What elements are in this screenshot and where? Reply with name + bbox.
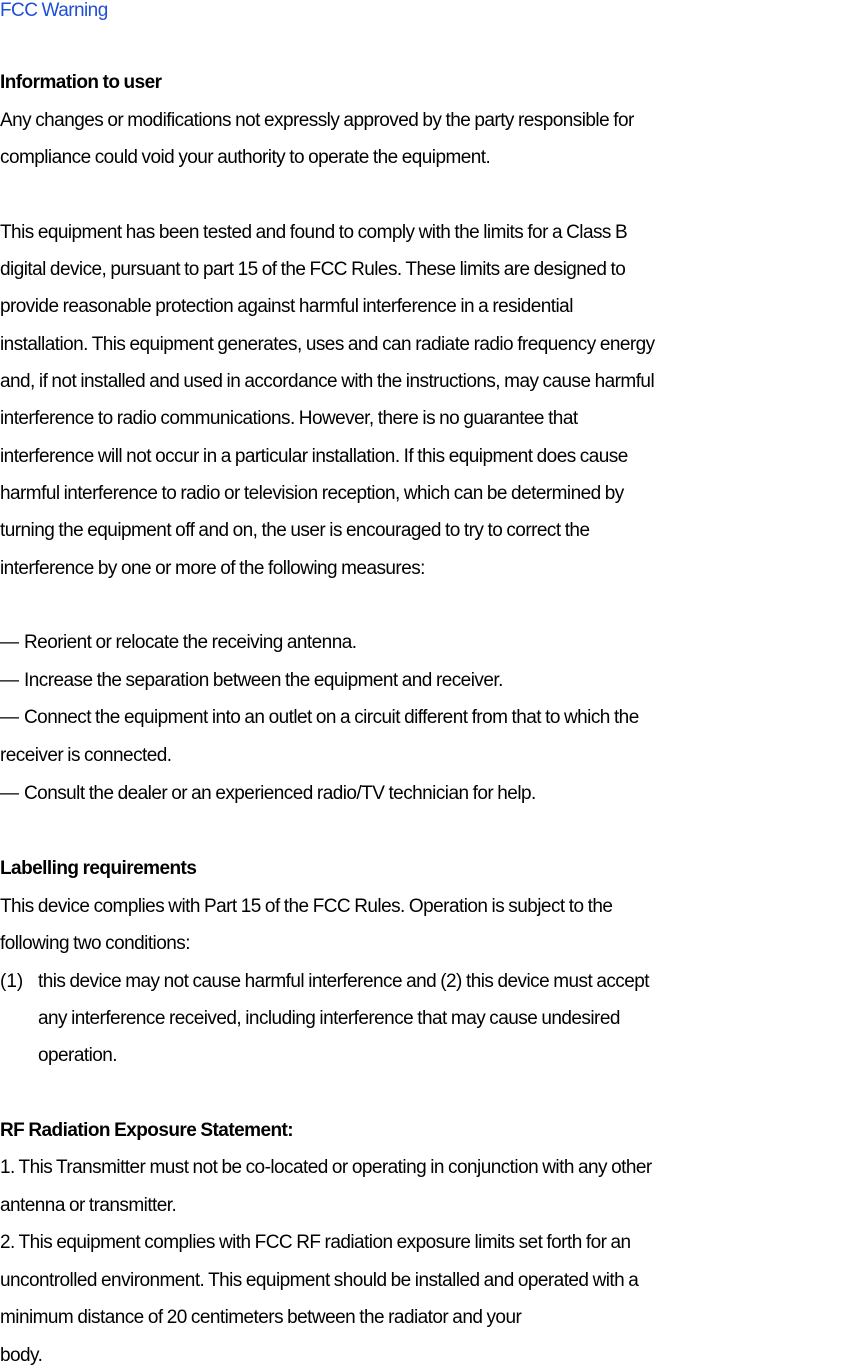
measure-continuation: receiver is connected. xyxy=(0,745,172,766)
rf-line: 2. This equipment complies with FCC RF radiation exposure limits set forth for an xyxy=(0,1232,631,1253)
labelling-heading: Labelling requirements xyxy=(0,858,197,879)
labelling-item-continuation: operation. xyxy=(38,1045,118,1066)
document-title: FCC Warning xyxy=(0,0,108,21)
dash-bullet: — xyxy=(0,632,19,653)
info-para2-line: digital device, pursuant to part 15 of the FCC Rules. These limits are designed to xyxy=(0,259,626,280)
info-para2-line: turning the equipment off and on, the user is encouraged to try to correct the xyxy=(0,520,590,541)
rf-line: antenna or transmitter. xyxy=(0,1195,177,1216)
info-para1-line: Any changes or modifications not expressly approved by the party responsible for xyxy=(0,110,634,131)
measure-item xyxy=(0,783,536,805)
info-para2-line: and, if not installed and used in accordance with the instructions, may cause harmful xyxy=(0,371,655,392)
list-number: (1) xyxy=(0,971,24,992)
rf-line: uncontrolled environment. This equipment should be installed and operated with a xyxy=(0,1270,639,1291)
info-para2-line: interference will not occur in a particular installation. If this equipment does cause xyxy=(0,446,628,467)
info-para2-line: This equipment has been tested and found to comply with the limits for a Class B xyxy=(0,222,628,243)
measure-text: Connect the equipment into an outlet on a circuit different from that to which the xyxy=(24,707,639,728)
rf-line: body. xyxy=(0,1345,43,1366)
rf-heading: RF Radiation Exposure Statement: xyxy=(0,1120,294,1141)
labelling-item-continuation: any interference received, including interference that may cause undesired xyxy=(38,1008,620,1029)
measure-text: Reorient or relocate the receiving antenna. xyxy=(24,632,357,653)
measure-item xyxy=(0,632,356,654)
info-para2-line: provide reasonable protection against harmful interference in a residential xyxy=(0,296,573,317)
rf-line: 1. This Transmitter must not be co-located or operating in conjunction with any other xyxy=(0,1157,652,1178)
dash-bullet: — xyxy=(0,670,19,691)
info-para2-line: installation. This equipment generates, uses and can radiate radio frequency energy xyxy=(0,334,655,355)
info-para2-line: interference to radio communications. However, there is no guarantee that xyxy=(0,408,578,429)
info-para1-line: compliance could void your authority to operate the equipment. xyxy=(0,147,491,168)
labelling-intro-line: following two conditions: xyxy=(0,933,190,954)
measure-text: Increase the separation between the equipment and receiver. xyxy=(24,670,503,691)
info-para2-line: interference by one or more of the following measures: xyxy=(0,558,425,579)
labelling-item xyxy=(0,971,649,993)
info-heading: Information to user xyxy=(0,72,162,93)
info-para2-line: harmful interference to radio or television reception, which can be determined by xyxy=(0,483,624,504)
labelling-intro-line: This device complies with Part 15 of the FCC Rules. Operation is subject to the xyxy=(0,896,613,917)
dash-bullet: — xyxy=(0,783,19,804)
measure-item xyxy=(0,670,503,692)
measure-item xyxy=(0,707,639,729)
labelling-item-text: this device may not cause harmful interference and (2) this device must accept xyxy=(38,971,649,992)
rf-line: minimum distance of 20 centimeters between the radiator and your xyxy=(0,1307,522,1328)
measure-text: Consult the dealer or an experienced radio/TV technician for help. xyxy=(24,783,536,804)
dash-bullet: — xyxy=(0,707,19,728)
